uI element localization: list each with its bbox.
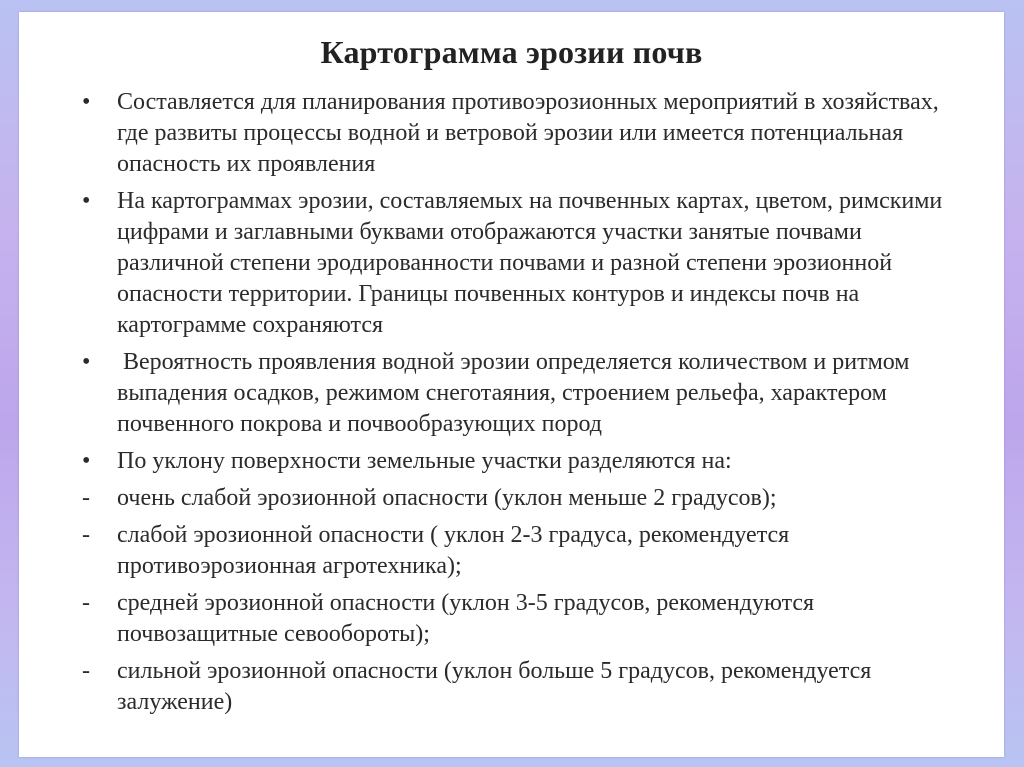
list-item-text: Составляется для планирования противоэрозионных мероприятий в хозяйствах, где развиты процессы водной и ветровой эрозии или имеется потенциальная опасность их проявления [117, 89, 939, 177]
list-item-text: По уклону поверхности земельные участки разделяются на: [117, 448, 732, 474]
slide [19, 12, 1004, 757]
dash-marker: - [82, 658, 90, 684]
bullet-marker: • [82, 448, 91, 474]
bullet-marker: • [82, 349, 91, 375]
list-item-text: средней эрозионной опасности (уклон 3-5 градусов, рекомендуются почвозащитные севообороты); [117, 590, 815, 647]
list-item [19, 87, 1004, 180]
list-item [19, 186, 1004, 341]
list-item-text: На картограммах эрозии, составляемых на почвенных картах, цветом, римскими цифрами и заглавными буквами отображаются участки занятые почвами различной степени эродированности почвами и разной степени эрозионной опасности территории. Границы почвенных контуров и индексы почв на картограмме сохраняются [117, 188, 943, 338]
list-item-text: Вероятность проявления водной эрозии определяется количеством и ритмом выпадения осадков, режимом снеготаяния, строением рельефа, характером почвенного покрова и почвообразующих пород [117, 349, 910, 437]
dash-marker: - [82, 485, 90, 511]
bullet-marker: • [82, 89, 91, 115]
list-item [19, 483, 1004, 514]
list-item-text: сильной эрозионной опасности (уклон больше 5 градусов, рекомендуется залужение) [117, 658, 872, 715]
bullet-marker: • [82, 188, 91, 214]
list-item [19, 520, 1004, 582]
slide-title: Картограмма эрозии почв [320, 34, 703, 70]
bullet-list [19, 87, 1004, 724]
list-item [19, 446, 1004, 477]
list-item-text: слабой эрозионной опасности ( уклон 2-3 градуса, рекомендуется противоэрозионная агротехника); [117, 522, 790, 579]
list-item [19, 656, 1004, 718]
list-item [19, 588, 1004, 650]
dash-marker: - [82, 522, 90, 548]
dash-marker: - [82, 590, 90, 616]
list-item [19, 347, 1004, 440]
list-item-text: очень слабой эрозионной опасности (уклон меньше 2 градусов); [117, 485, 777, 511]
